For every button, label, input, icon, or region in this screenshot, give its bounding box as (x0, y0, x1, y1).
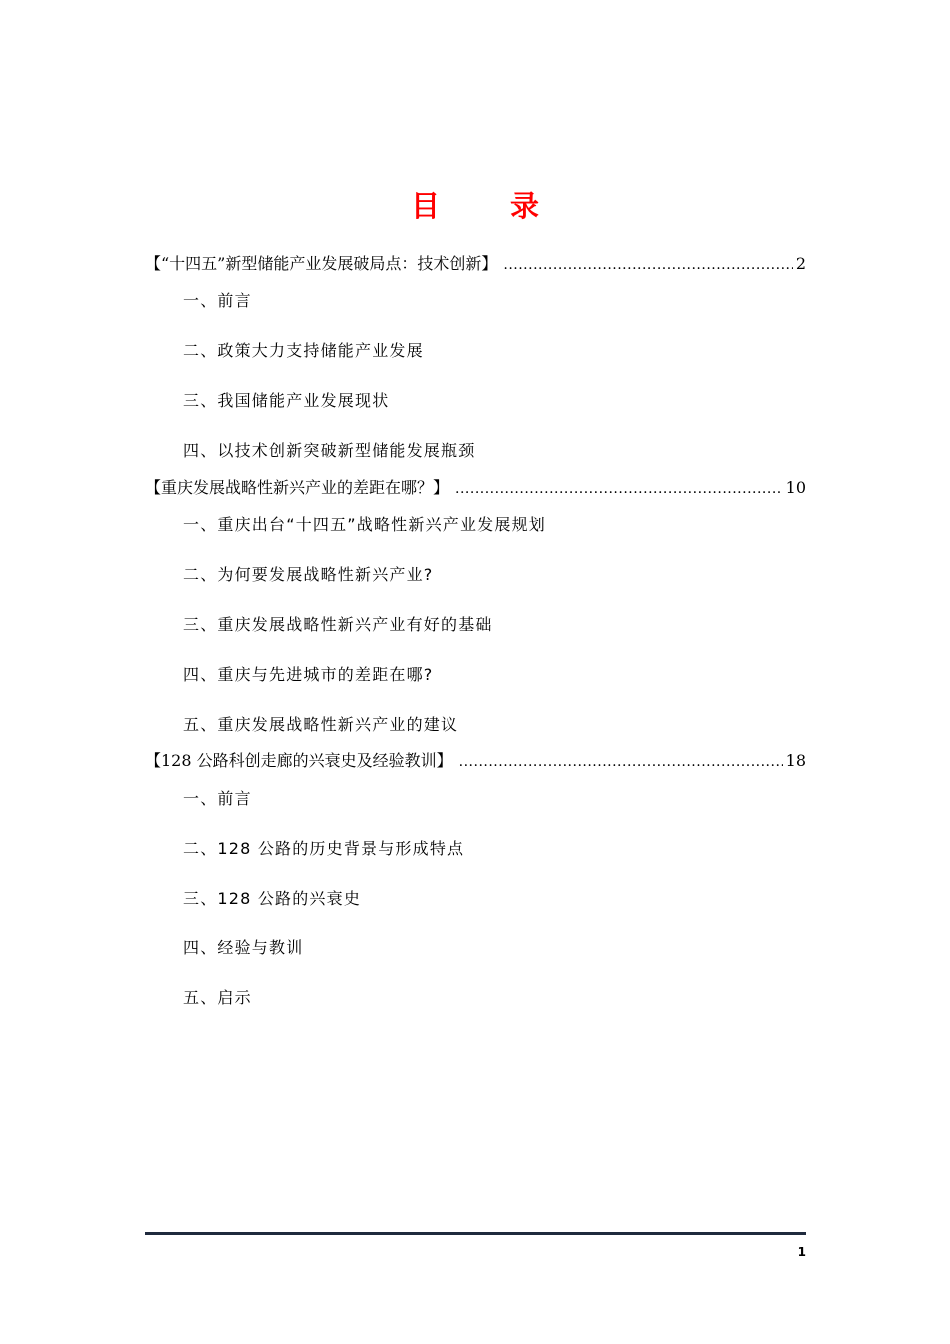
footer-rule (145, 1232, 806, 1235)
dot-leader (459, 749, 783, 775)
toc-title: 目 录 (410, 189, 570, 223)
dot-leader (455, 476, 783, 502)
page-number: 1 (797, 1245, 806, 1259)
toc-subitem[interactable]: 三、128 公路的兴衰史 (183, 889, 362, 908)
toc-subitem[interactable]: 四、重庆与先进城市的差距在哪? (183, 665, 434, 684)
dot-leader (503, 252, 792, 278)
toc-entry-title: 【“十四五”新型储能产业发展破局点：技术创新】 (145, 254, 498, 273)
toc-subitem[interactable]: 四、以技术创新突破新型储能发展瓶颈 (183, 441, 476, 460)
toc-subitem[interactable]: 二、为何要发展战略性新兴产业? (183, 565, 434, 584)
toc-subitem[interactable]: 四、经验与教训 (183, 938, 304, 957)
toc-subitem[interactable]: 二、政策大力支持储能产业发展 (183, 341, 424, 360)
toc-subitem[interactable]: 一、前言 (183, 789, 252, 808)
toc-subitem[interactable]: 三、我国储能产业发展现状 (183, 391, 390, 410)
toc-entry-route128[interactable] (145, 748, 806, 774)
toc-entry-title: 【重庆发展战略性新兴产业的差距在哪？】 (145, 478, 450, 497)
toc-entry-chongqing[interactable] (145, 475, 806, 501)
toc-entry-page: 18 (785, 751, 806, 770)
toc-subitem[interactable]: 五、启示 (183, 988, 252, 1007)
toc-subitem[interactable]: 一、前言 (183, 291, 252, 310)
toc-subitem[interactable]: 三、重庆发展战略性新兴产业有好的基础 (183, 615, 493, 634)
toc-subitem[interactable]: 五、重庆发展战略性新兴产业的建议 (183, 715, 459, 734)
toc-entry-page: 10 (785, 478, 806, 497)
toc-subitem[interactable]: 二、128 公路的历史背景与形成特点 (183, 839, 465, 858)
toc-entry-storage[interactable] (145, 251, 806, 277)
toc-entry-title: 【128 公路科创走廊的兴衰史及经验教训】 (145, 751, 453, 770)
toc-subitem[interactable]: 一、重庆出台“十四五”战略性新兴产业发展规划 (183, 515, 546, 534)
toc-entry-page: 2 (795, 254, 806, 273)
